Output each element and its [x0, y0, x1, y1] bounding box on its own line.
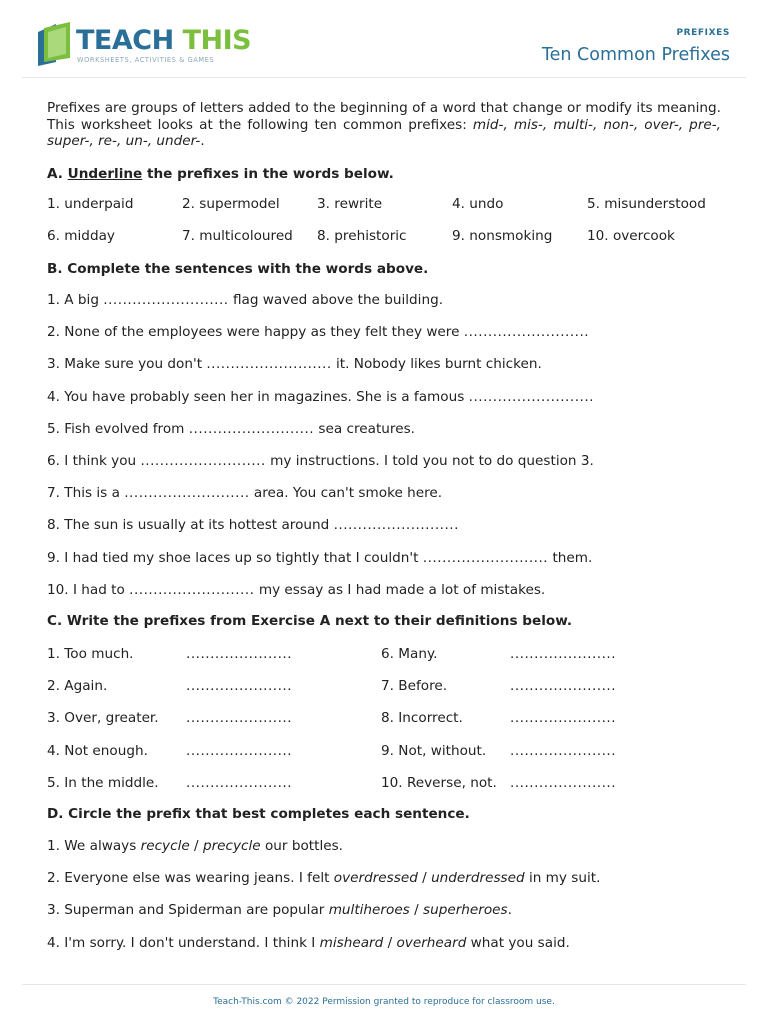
choice-option-2[interactable]: underdressed: [431, 870, 525, 887]
definition-item: 9. Not, without.: [381, 742, 487, 759]
intro-end: .: [200, 133, 205, 149]
sentence-text-after: in my suit.: [524, 870, 601, 887]
sentence-text-before: 5. Fish evolved from: [47, 420, 189, 437]
definition-answer-blank[interactable]: ......................: [510, 774, 617, 791]
definition-item: 2. Again.: [47, 678, 108, 695]
prefix-word-item: 8. prehistoric: [317, 228, 407, 244]
choice-option-1[interactable]: multiheroes: [328, 902, 410, 919]
choice-option-1[interactable]: misheard: [319, 934, 384, 951]
definition-item: 5. In the middle.: [47, 774, 159, 791]
fill-in-sentence: [47, 453, 594, 469]
prefix-word-item: 10. overcook: [587, 228, 675, 244]
fill-in-sentence: [47, 324, 589, 340]
answer-blank[interactable]: ..........................: [140, 453, 266, 469]
worksheet-title: Ten Common Prefixes: [541, 45, 730, 65]
definition-answer-blank[interactable]: ......................: [510, 710, 617, 727]
sentence-text-before: 7. This is a: [47, 485, 125, 502]
fill-in-sentence: [47, 517, 459, 533]
sentence-text-before: 9. I had tied my shoe laces up so tightly that I couldn't: [47, 549, 423, 566]
footer-copyright: Teach-This.com © 2022 Permission granted to reproduce for classroom use.: [213, 997, 555, 1007]
definition-answer-blank[interactable]: ......................: [510, 678, 617, 695]
fill-in-sentence: [47, 292, 443, 308]
page-footer: [22, 984, 746, 1007]
choice-option-1[interactable]: overdressed: [333, 870, 418, 887]
sentence-text-before: 2. Everyone else was wearing jeans. I felt: [47, 870, 334, 887]
definition-answer-blank[interactable]: ......................: [186, 742, 293, 759]
choice-option-2[interactable]: overheard: [396, 934, 467, 951]
definition-answer-blank[interactable]: ......................: [186, 774, 293, 791]
sentence-text-before: 8. The sun is usually at its hottest around: [47, 517, 334, 534]
definition-item: 3. Over, greater.: [47, 710, 159, 727]
answer-blank[interactable]: ..........................: [463, 324, 590, 341]
logo-this: THIS: [182, 25, 252, 56]
choice-option-2[interactable]: superheroes: [423, 902, 508, 919]
section-a-heading: [47, 166, 394, 182]
sentence-text-after: area. You can't smoke here.: [249, 485, 443, 502]
sentence-text-before: 3. Make sure you don't: [47, 356, 207, 373]
logo-teach: TEACH: [76, 25, 174, 56]
choice-separator: /: [417, 870, 432, 887]
prefix-word-item: 5. misunderstood: [587, 196, 706, 212]
answer-blank[interactable]: ..........................: [129, 581, 255, 598]
answer-blank[interactable]: ..........................: [103, 292, 229, 308]
prefix-word-item: 1. underpaid: [47, 196, 134, 212]
answer-blank[interactable]: ..........................: [188, 420, 315, 437]
sentence-text-after: what you said.: [466, 934, 570, 951]
sentence-text-after: flag waved above the building.: [228, 292, 444, 308]
definition-item: 1. Too much.: [47, 646, 134, 662]
definition-item: 6. Many.: [381, 646, 438, 662]
sentence-text-before: 1. We always: [47, 838, 141, 854]
section-a-underline-word: Underline: [67, 166, 143, 182]
definition-item: 10. Reverse, not.: [381, 774, 497, 791]
answer-blank[interactable]: ..........................: [422, 549, 549, 566]
sentence-text-after: my instructions. I told you not to do question 3.: [265, 453, 594, 469]
sentence-text-after: our bottles.: [260, 838, 343, 854]
definition-item: 7. Before.: [381, 678, 448, 695]
sentence-text-before: 4. You have probably seen her in magazines. She is a famous: [47, 388, 469, 405]
sentence-text-after: it. Nobody likes burnt chicken.: [331, 356, 542, 373]
definition-item: 8. Incorrect.: [381, 710, 463, 727]
definition-answer-blank[interactable]: ......................: [186, 678, 293, 695]
prefix-word-item: 7. multicoloured: [182, 228, 293, 244]
definition-answer-blank[interactable]: ......................: [186, 646, 293, 662]
prefix-word-item: 9. nonsmoking: [452, 228, 553, 244]
prefix-word-item: 3. rewrite: [317, 196, 383, 212]
circle-choice-sentence: [47, 902, 512, 918]
intro-text: Prefixes are groups of letters added to the beginning of a word that change or modify its meaning. This worksheet looks at the following ten common prefixes:: [47, 100, 721, 133]
section-a-letter: A.: [47, 166, 68, 182]
circle-choice-sentence: [47, 935, 570, 951]
sentence-text-after: sea creatures.: [314, 420, 415, 437]
sentence-text-after: .: [507, 902, 512, 919]
prefix-word-item: 4. undo: [452, 196, 504, 212]
choice-option-2[interactable]: precycle: [202, 838, 261, 854]
circle-choice-sentence: [47, 838, 343, 854]
intro-prefix-list: mid-, mis-, multi-, non-, over-, pre-, super-, re-, un-, under-: [47, 116, 721, 149]
choice-option-1[interactable]: recycle: [140, 838, 190, 854]
fill-in-sentence: [47, 582, 545, 598]
logo-wordmark: [76, 26, 251, 56]
book-icon: [36, 22, 74, 68]
answer-blank[interactable]: ..........................: [206, 356, 332, 373]
sentence-text-after: my essay as I had made a lot of mistakes.: [254, 581, 546, 598]
sentence-text-before: 6. I think you: [47, 453, 141, 469]
sentence-text-before: 10. I had to: [47, 581, 130, 598]
choice-separator: /: [383, 934, 397, 951]
sentence-text-before: 3. Superman and Spiderman are popular: [47, 902, 329, 919]
definition-answer-blank[interactable]: ......................: [510, 742, 617, 759]
teach-this-logo: [36, 22, 252, 68]
sentence-text-before: 1. A big: [47, 292, 104, 308]
choice-separator: /: [409, 902, 423, 919]
page-header: [22, 0, 746, 78]
prefix-word-item: 6. midday: [47, 228, 115, 244]
definition-item: 4. Not enough.: [47, 742, 148, 759]
category-label: PREFIXES: [676, 28, 730, 38]
section-b-heading: B. Complete the sentences with the words above.: [47, 261, 429, 277]
fill-in-sentence: [47, 485, 442, 501]
answer-blank[interactable]: ..........................: [468, 388, 594, 405]
choice-separator: /: [189, 838, 203, 854]
fill-in-sentence: [47, 550, 592, 566]
circle-choice-sentence: [47, 870, 600, 886]
intro-paragraph: [47, 100, 721, 150]
prefix-word-item: 2. supermodel: [182, 196, 280, 212]
sentence-text-before: 4. I'm sorry. I don't understand. I think I: [47, 934, 320, 951]
answer-blank[interactable]: ..........................: [333, 517, 459, 534]
section-d-heading: D. Circle the prefix that best completes each sentence.: [47, 806, 470, 822]
logo-tagline: WORKSHEETS, ACTIVITIES & GAMES: [77, 56, 215, 64]
section-c-heading: C. Write the prefixes from Exercise A next to their definitions below.: [47, 613, 573, 629]
definition-answer-blank[interactable]: ......................: [186, 710, 293, 727]
sentence-text-before: 2. None of the employees were happy as they felt they were: [47, 324, 464, 341]
definition-answer-blank[interactable]: ......................: [510, 646, 617, 662]
fill-in-sentence: [47, 421, 415, 437]
section-a-rest: the prefixes in the words below.: [142, 166, 394, 182]
fill-in-sentence: [47, 389, 594, 405]
fill-in-sentence: [47, 356, 542, 372]
sentence-text-after: them.: [548, 549, 593, 566]
answer-blank[interactable]: ..........................: [124, 485, 250, 502]
